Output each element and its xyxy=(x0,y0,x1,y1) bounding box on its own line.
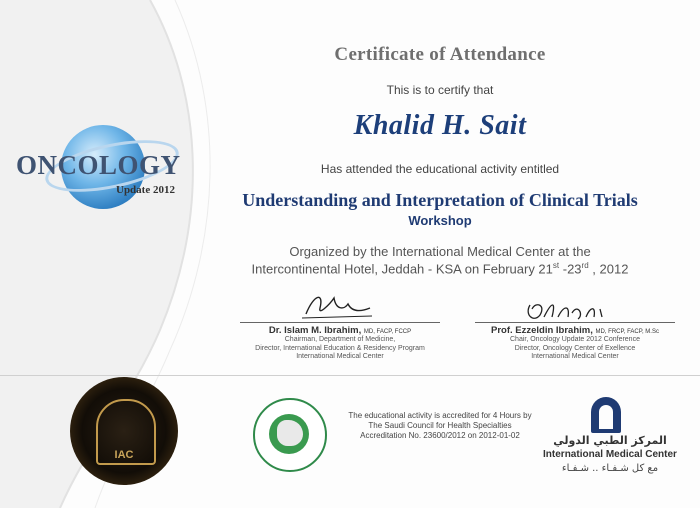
date-suffix: , 2012 xyxy=(588,261,629,277)
date-mid: -23 xyxy=(559,261,582,277)
signatory-role: International Medical Center xyxy=(296,353,384,360)
signatory-2 xyxy=(475,322,675,362)
imc-arch-icon xyxy=(599,405,613,429)
venue-prefix: Intercontinental Hotel, Jeddah - KSA on February 21 xyxy=(251,261,553,277)
signatory-name xyxy=(475,325,675,336)
imc-logo-icon xyxy=(591,397,621,433)
accreditation-line: Accreditation No. 23600/2012 on 2012-01-02 xyxy=(360,431,520,440)
course-subtitle: Workshop xyxy=(408,213,472,228)
signatory-name-text: Prof. Ezzeldin Ibrahim, xyxy=(491,325,593,336)
date-sup-1: st xyxy=(552,261,560,270)
imc-tagline: مع كل شـفـاء .. شـفـاء xyxy=(561,463,659,474)
certificate-title: Certificate of Attendance xyxy=(334,44,546,65)
signatory-role: Director, Oncology Center of Exellence xyxy=(514,344,636,352)
accreditation-statement xyxy=(340,411,540,441)
signatory-degrees: MD, FACP, FCCP xyxy=(363,329,412,335)
signatory-name-text: Dr. Islam M. Ibrahim, xyxy=(268,325,362,336)
signature-1 xyxy=(300,290,380,322)
signatory-name xyxy=(240,325,440,336)
accreditation-seal-icon xyxy=(70,377,178,485)
footer-divider xyxy=(0,375,700,376)
signatory-role: Director, International Education & Residency Program xyxy=(255,344,425,352)
signature-line xyxy=(240,322,440,323)
signatory-degrees: MD, FRCP, FACP, M.Sc xyxy=(595,329,659,335)
saudi-council-seal-icon xyxy=(253,398,327,472)
signatory-role: Chair, Oncology Update 2012 Conference xyxy=(510,336,640,343)
accreditation-line: The educational activity is accredited for 4 Hours by xyxy=(348,411,532,420)
imc-arabic-name: المركز الطبي الدولي xyxy=(553,434,667,447)
oncology-update-logo xyxy=(16,120,216,210)
signatory-role: International Medical Center xyxy=(531,353,619,360)
imc-english-name: International Medical Center xyxy=(543,449,677,460)
signatory-role: Chairman, Department of Medicine, xyxy=(284,336,396,343)
signatory-1 xyxy=(240,322,440,362)
attended-text: Has attended the educational activity entitled xyxy=(320,162,560,176)
map-icon xyxy=(277,420,303,446)
logo-subtitle: Update 2012 xyxy=(116,184,175,196)
certify-text: This is to certify that xyxy=(386,83,494,97)
course-title: Understanding and Interpretation of Clinical Trials xyxy=(242,190,638,210)
venue-date-line xyxy=(220,261,660,276)
signature-line xyxy=(475,322,675,323)
recipient-name: Khalid H. Sait xyxy=(353,110,527,141)
date-sup-2: rd xyxy=(581,261,589,270)
organized-line: Organized by the International Medical Center at the xyxy=(289,244,591,259)
accreditation-line: The Saudi Council for Health Specialties xyxy=(368,421,512,430)
seal-text: IAC xyxy=(114,449,134,461)
logo-word: ONCOLOGY xyxy=(16,150,181,180)
